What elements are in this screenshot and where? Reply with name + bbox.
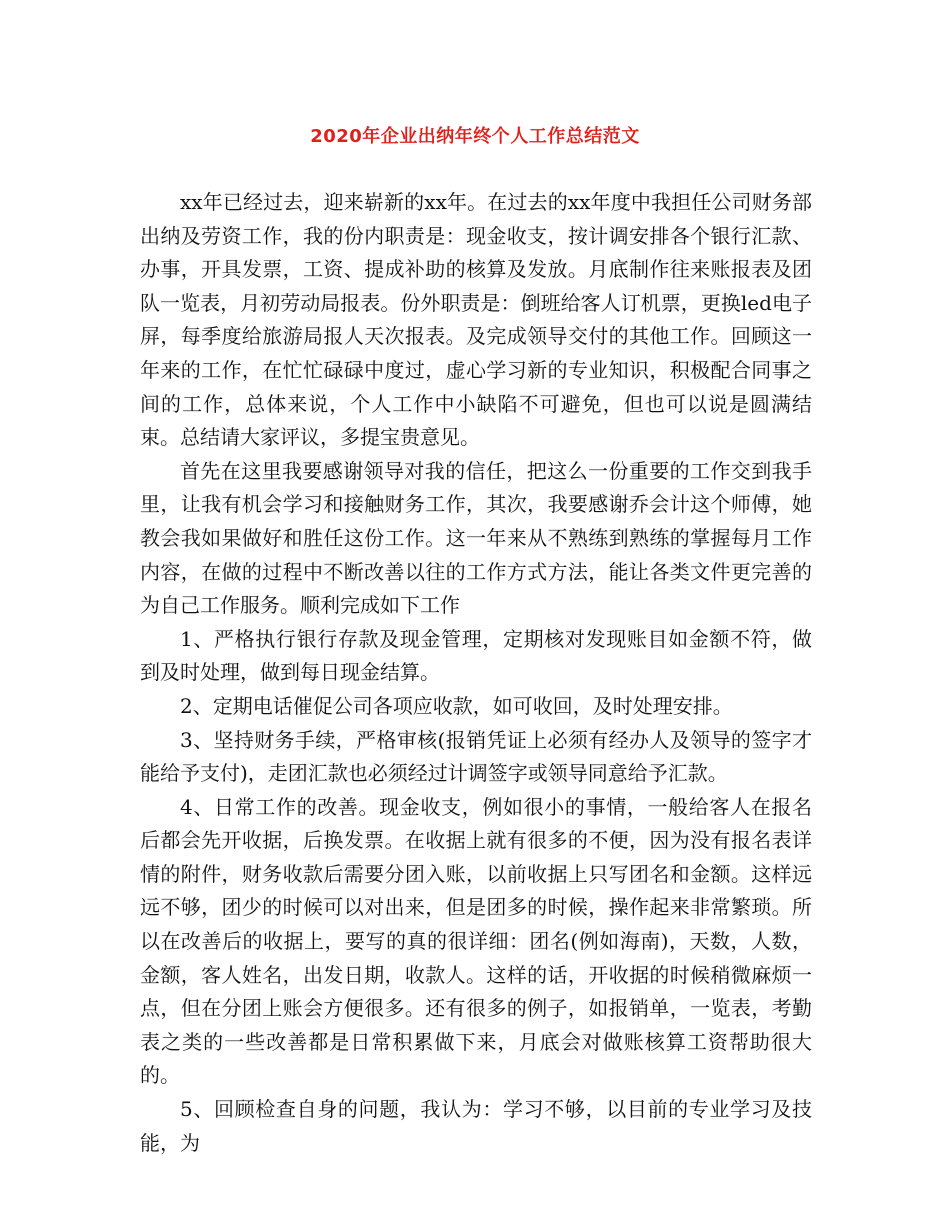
document-body bbox=[140, 186, 812, 1160]
paragraph: xx年已经过去，迎来崭新的xx年。在过去的xx年度中我担任公司财务部出纳及劳资工作，我的份内职责是：现金收支，按计调安排各个银行汇款、办事，开具发票，工资、提成补助的核算及发放。月底制作往来账报表及团队一览表，月初劳动局报表。份外职责是：倒班给客人订机票，更换led电子屏，每季度给旅游局报人天次报表。及完成领导交付的其他工作。回顾这一年来的工作，在忙忙碌碌中度过，虚心学习新的专业知识，积极配合同事之间的工作，总体来说，个人工作中小缺陷不可避免，但也可以说是圆满结束。总结请大家评议，多提宝贵意见。 bbox=[140, 190, 812, 450]
list-item: 2、定期电话催促公司各项应收款，如可收回，及时处理安排。 bbox=[180, 693, 733, 718]
list-item: 5、回顾检查自身的问题，我认为：学习不够，以目前的专业学习及技能，为 bbox=[140, 1097, 812, 1155]
list-item: 1、严格执行银行存款及现金管理，定期核对发现账目如金额不符，做到及时处理，做到每日现金结算。 bbox=[140, 626, 812, 685]
paragraph: 首先在这里我要感谢领导对我的信任，把这么一份重要的工作交到我手里，让我有机会学习和接触财务工作，其次，我要感谢乔会计这个师傅，她教会我如果做好和胜任这份工作。这一年来从不熟练到熟练的掌握每月工作内容，在做的过程中不断改善以往的工作方式方法，能让各类文件更完善的为自己工作服务。顺利完成如下工作 bbox=[140, 458, 812, 618]
list-item: 3、坚持财务手续，严格审核(报销凭证上必须有经办人及领导的签字才能给予支付)，走团汇款也必须经过计调签字或领导同意给予汇款。 bbox=[140, 727, 812, 786]
list-item: 4、日常工作的改善。现金收支，例如很小的事情，一般给客人在报名后都会先开收据，后换发票。在收据上就有很多的不便，因为没有报名表详情的附件，财务收款后需要分团入账，以前收据上只写团名和金额。这样远远不够，团少的时候可以对出来，但是团多的时候，操作起来非常繁琐。所以在改善后的收据上，要写的真的很详细：团名(例如海南)，天数，人数，金额，客人姓名，出发日期，收款人。这样的话，开收据的时候稍微麻烦一点，但在分团上账会方便很多。还有很多的例子，如报销单，一览表，考勤表之类的一些改善都是日常积累做下来，月底会对做账核算工资帮助很大的。 bbox=[140, 794, 812, 1088]
document-title: 2020年企业出纳年终个人工作总结范文 bbox=[310, 126, 640, 147]
